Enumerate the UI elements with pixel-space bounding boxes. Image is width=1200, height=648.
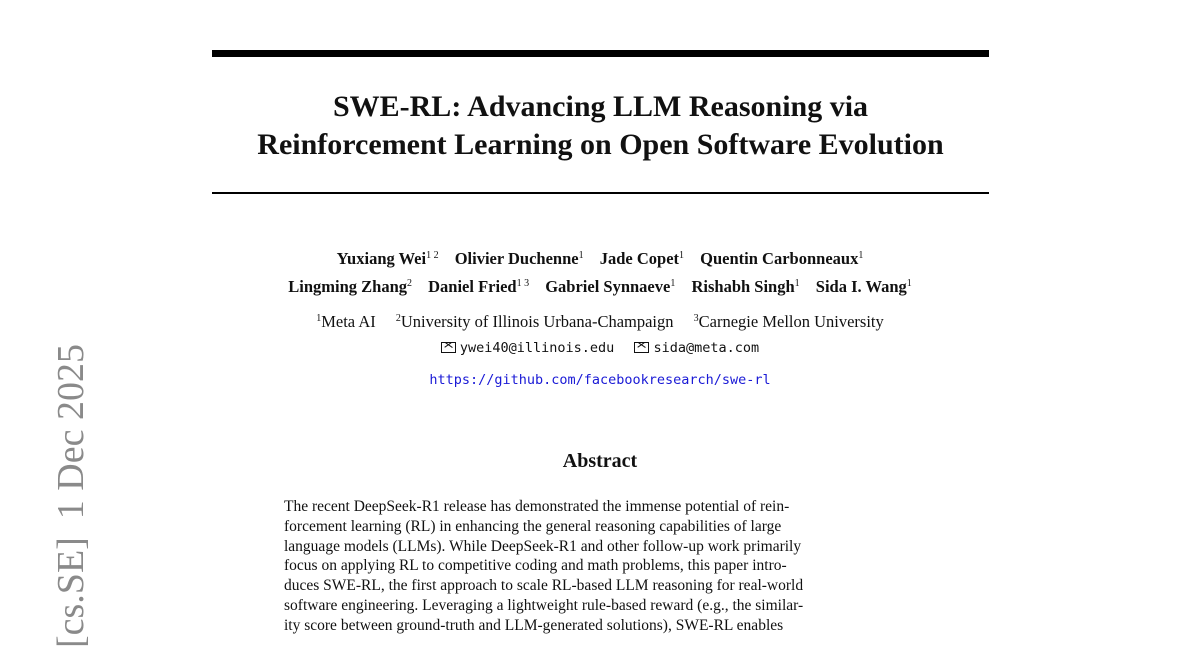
title-top-rule [212, 50, 989, 57]
abstract-line: language models (LLMs). While DeepSeek-R1 and other follow-up work primarily [284, 537, 802, 555]
arxiv-category: [cs.SE] [50, 537, 92, 648]
authors-row-2 [150, 277, 1050, 297]
abstract-body [284, 497, 920, 636]
arxiv-date: 1 Dec 2025 [50, 344, 92, 520]
author: Lingming Zhang$^2$ [288, 277, 412, 296]
abstract-line: forcement learning (RL) in enhancing the general reasoning capabilities of large [284, 517, 782, 535]
author: Olivier Duchenne$^1$ [454, 249, 584, 268]
title-bottom-rule [212, 192, 989, 194]
envelope-icon [634, 342, 649, 353]
arxiv-sidebar-stamp [52, 326, 90, 648]
author: Gabriel Synnaeve$^1$ [545, 277, 676, 296]
contact-emails [150, 340, 1050, 356]
title-line-1: SWE-RL: Advancing LLM Reasoning via [332, 90, 869, 123]
author: Daniel Fried$^{1 3}$ [428, 277, 530, 296]
paper-title [212, 88, 989, 164]
author: Yuxiang Wei$^{1 2}$ [336, 249, 439, 268]
affiliations [150, 312, 1050, 332]
abstract-line: duces SWE-RL, the first approach to scale RL-based LLM reasoning for real-world [284, 577, 804, 595]
title-line-2: Reinforcement Learning on Open Software Evolution [257, 128, 944, 161]
affiliation: $^2$University of Illinois Urbana-Champaign [395, 312, 674, 331]
abstract-line: The recent DeepSeek-R1 release has demonstrated the immense potential of rein- [284, 498, 790, 515]
abstract-line: software engineering. Leveraging a lightweight rule-based reward (e.g., the similar- [284, 596, 804, 614]
author: Quentin Carbonneaux$^1$ [700, 249, 864, 268]
envelope-icon [441, 342, 456, 353]
authors-row-1 [150, 249, 1050, 269]
email-entry[interactable]: ywei40@illinois.edu [441, 340, 614, 356]
author: Sida I. Wang$^1$ [815, 277, 912, 296]
author: Jade Copet$^1$ [599, 249, 685, 268]
email-entry[interactable]: sida@meta.com [634, 340, 759, 356]
repo-link[interactable]: https://github.com/facebookresearch/swe-rl [429, 372, 771, 388]
abstract-line: ity score between ground-truth and LLM-generated solutions), SWE-RL enables [284, 616, 784, 634]
abstract-line: focus on applying RL to competitive coding and math problems, this paper intro- [284, 557, 787, 575]
affiliation: $^1$Meta AI [316, 312, 376, 331]
author: Rishabh Singh$^1$ [691, 277, 800, 296]
affiliation: $^3$Carnegie Mellon University [693, 312, 884, 331]
abstract-heading: Abstract [562, 450, 638, 472]
